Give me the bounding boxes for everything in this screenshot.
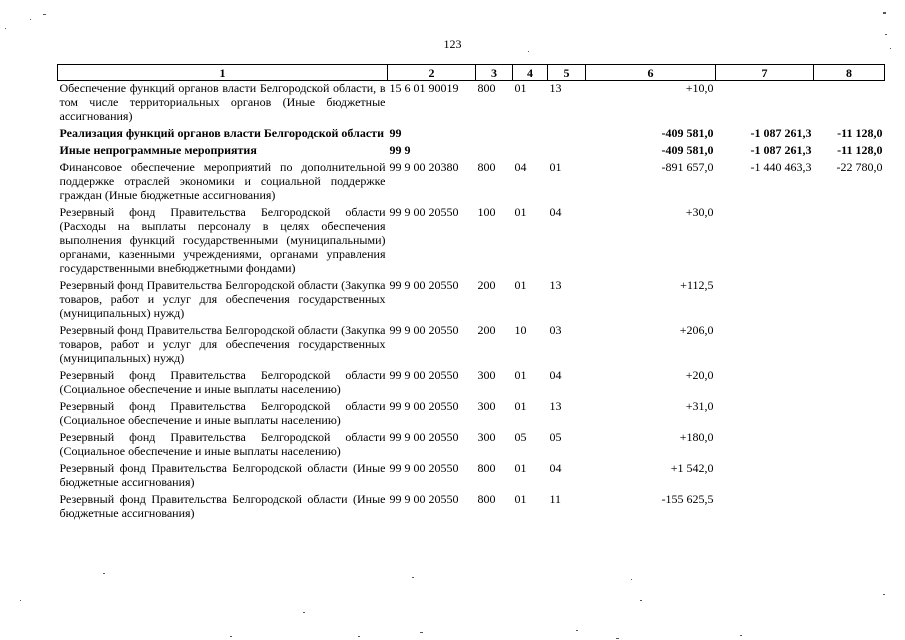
budget-code: 99 9 00 20550 — [389, 461, 459, 475]
budget-code: 99 9 00 20550 — [389, 205, 459, 219]
section — [513, 126, 548, 143]
header-col-2: 2 — [388, 65, 476, 81]
expense-name: Резервный фонд Правительства Белгородской области (Расходы на выплаты персоналу в целях обеспечения выполнения функций государственными (муниципальными) органами, казенными учреждениями, органами управления государственными внебюджетными фондами) — [59, 205, 386, 275]
amount-col-6: -409 581,0 — [661, 126, 714, 140]
subsection — [548, 126, 586, 143]
header-row — [58, 65, 885, 81]
expense-name: Резервный фонд Правительства Белгородской области (Закупка товаров, работ и услуг для обеспечения государственных (муниципальных) нужд) — [59, 278, 386, 320]
page-number: 123 — [443, 37, 462, 51]
subsection: 13 — [549, 81, 562, 95]
expense-name: Резервный фонд Правительства Белгородской области (Социальное обеспечение и иные выплаты населению) — [59, 430, 386, 458]
section: 01 — [514, 205, 527, 219]
expense-type: 800 — [477, 81, 496, 95]
expense-type: 200 — [477, 323, 496, 337]
header-col-8: 8 — [814, 65, 885, 81]
header-col-1: 1 — [58, 65, 388, 81]
section: 01 — [514, 461, 527, 475]
subsection — [548, 143, 586, 160]
expense-name: Резервный фонд Правительства Белгородской области (Иные бюджетные ассигнования) — [59, 492, 386, 520]
budget-table — [57, 64, 885, 523]
amount-col-6: +20,0 — [685, 368, 714, 382]
budget-code: 99 9 00 20550 — [389, 492, 459, 506]
budget-code: 15 6 01 90019 — [389, 81, 459, 95]
amount-col-7 — [716, 205, 814, 278]
subsection: 04 — [549, 461, 562, 475]
table-row — [58, 81, 885, 127]
expense-name: Резервный фонд Правительства Белгородской области (Иные бюджетные ассигнования) — [59, 461, 386, 489]
amount-col-6: -155 625,5 — [661, 492, 714, 506]
budget-code: 99 9 00 20550 — [389, 399, 459, 413]
header-col-3: 3 — [476, 65, 513, 81]
subsection: 01 — [549, 160, 562, 174]
budget-code: 99 9 00 20550 — [389, 323, 459, 337]
expense-type — [476, 126, 513, 143]
section: 10 — [514, 323, 527, 337]
header-col-4: 4 — [513, 65, 548, 81]
expense-name: Резервный фонд Правительства Белгородской области (Закупка товаров, работ и услуг для обеспечения государственных (муниципальных) нужд) — [59, 323, 386, 365]
amount-col-8 — [814, 461, 885, 492]
subsection: 13 — [549, 278, 562, 292]
amount-col-6: +180,0 — [679, 430, 714, 444]
budget-code: 99 9 — [389, 143, 411, 157]
section: 01 — [514, 492, 527, 506]
subsection: 04 — [549, 205, 562, 219]
amount-col-6: -409 581,0 — [661, 143, 714, 157]
expense-type: 300 — [477, 368, 496, 382]
table-row — [58, 430, 885, 461]
table-row — [58, 278, 885, 323]
amount-col-7 — [716, 368, 814, 399]
expense-type: 300 — [477, 430, 496, 444]
table-row — [58, 126, 885, 143]
amount-col-7: -1 087 261,3 — [750, 126, 812, 140]
expense-name: Иные непрограммные мероприятия — [59, 143, 257, 157]
amount-col-7 — [716, 81, 814, 127]
amount-col-7 — [716, 430, 814, 461]
amount-col-8: -11 128,0 — [837, 126, 883, 140]
expense-type: 800 — [477, 160, 496, 174]
subsection: 03 — [549, 323, 562, 337]
amount-col-8 — [814, 368, 885, 399]
amount-col-8 — [814, 399, 885, 430]
amount-col-6: +30,0 — [685, 205, 714, 219]
subsection: 13 — [549, 399, 562, 413]
table-row — [58, 205, 885, 278]
budget-code: 99 9 00 20550 — [389, 368, 459, 382]
amount-col-8 — [814, 205, 885, 278]
subsection: 04 — [549, 368, 562, 382]
amount-col-7 — [716, 278, 814, 323]
expense-type: 100 — [477, 205, 496, 219]
amount-col-6: -891 657,0 — [661, 160, 714, 174]
table-row — [58, 143, 885, 160]
amount-col-8: -22 780,0 — [836, 160, 883, 174]
amount-col-6: +112,5 — [680, 278, 714, 292]
expense-type — [476, 143, 513, 160]
amount-col-6: +206,0 — [679, 323, 714, 337]
table-row — [58, 492, 885, 523]
expense-type: 800 — [477, 492, 496, 506]
amount-col-7 — [716, 461, 814, 492]
amount-col-7: -1 440 463,3 — [750, 160, 812, 174]
expense-type: 800 — [477, 461, 496, 475]
table-row — [58, 160, 885, 205]
amount-col-8 — [814, 492, 885, 523]
section: 01 — [514, 81, 527, 95]
budget-code: 99 9 00 20550 — [389, 430, 459, 444]
expense-type: 300 — [477, 399, 496, 413]
table-row — [58, 323, 885, 368]
expense-type: 200 — [477, 278, 496, 292]
header-col-6: 6 — [586, 65, 716, 81]
section: 01 — [514, 278, 527, 292]
budget-code: 99 9 00 20550 — [389, 278, 459, 292]
amount-col-7 — [716, 399, 814, 430]
amount-col-6: +10,0 — [685, 81, 714, 95]
header-col-5: 5 — [548, 65, 586, 81]
expense-name: Обеспечение функций органов власти Белгородской области, в том числе территориальных органов (Иные бюджетные ассигнования) — [59, 81, 386, 123]
amount-col-7 — [716, 492, 814, 523]
amount-col-7: -1 087 261,3 — [750, 143, 812, 157]
section: 01 — [514, 368, 527, 382]
amount-col-8 — [814, 323, 885, 368]
amount-col-6: +1 542,0 — [670, 461, 714, 475]
expense-name: Резервный фонд Правительства Белгородской области (Социальное обеспечение и иные выплаты населению) — [59, 399, 386, 427]
section: 01 — [514, 399, 527, 413]
table-row — [58, 399, 885, 430]
header-col-7: 7 — [716, 65, 814, 81]
expense-name: Финансовое обеспечение мероприятий по дополнительной поддержке отраслей экономики и социальной поддержке граждан (Иные бюджетные ассигнования) — [59, 160, 386, 202]
subsection: 11 — [549, 492, 562, 506]
amount-col-8 — [814, 81, 885, 127]
amount-col-7 — [716, 323, 814, 368]
section — [513, 143, 548, 160]
expense-name: Реализация функций органов власти Белгородской области — [59, 126, 384, 140]
amount-col-8: -11 128,0 — [837, 143, 883, 157]
table-row — [58, 368, 885, 399]
section: 05 — [514, 430, 527, 444]
table-row — [58, 461, 885, 492]
budget-code: 99 — [389, 126, 402, 140]
subsection: 05 — [549, 430, 562, 444]
budget-code: 99 9 00 20380 — [389, 160, 459, 174]
amount-col-8 — [814, 430, 885, 461]
section: 04 — [514, 160, 527, 174]
expense-name: Резервный фонд Правительства Белгородской области (Социальное обеспечение и иные выплаты населению) — [59, 368, 386, 396]
amount-col-8 — [814, 278, 885, 323]
amount-col-6: +31,0 — [685, 399, 714, 413]
